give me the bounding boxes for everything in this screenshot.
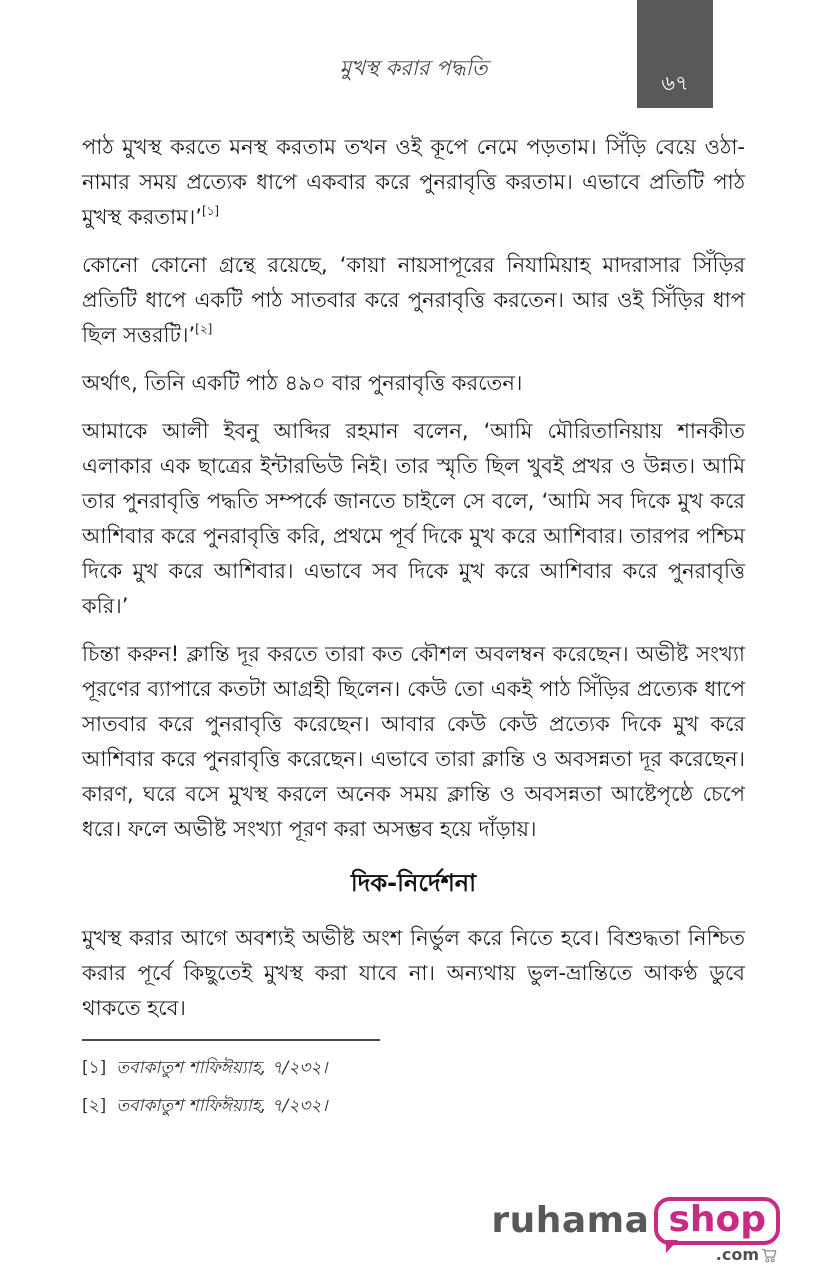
paragraph-text: পাঠ মুখস্থ করতে মনস্থ করতাম তখন ওই কূপে নেমে পড়তাম। সিঁড়ি বেয়ে ওঠা-নামার সময় প্রত্যেক ধাপে একবার করে পুনরাবৃত্তি করতাম। এভাবে প্রতিটি পাঠ মুখস্থ করতাম।’ — [82, 135, 745, 229]
section-heading: দিক-নির্দেশনা — [350, 869, 477, 897]
footnote-marker: [২] — [82, 1096, 107, 1116]
running-title: মুখস্থ করার পদ্ধতি — [339, 56, 488, 80]
paragraph — [82, 366, 745, 401]
paragraph-text: মুখস্থ করার আগে অবশ্যই অভীষ্ট অংশ নির্ভুল করে নিতে হবে। বিশুদ্ধতা নিশ্চিত করার পূর্বে কিছুতেই মুখস্থ করা যাবে না। অন্যথায় ভুল-ভ্রান্তিতে আকণ্ঠ ডুবে থাকতে হবে। — [82, 926, 745, 1020]
paragraph — [82, 414, 745, 624]
content-column — [82, 130, 745, 1117]
logo-text-ruhama: ruhama — [491, 1200, 650, 1241]
paragraph-text: অর্থাৎ, তিনি একটি পাঠ ৪৯০ বার পুনরাবৃত্তি করতেন। — [82, 371, 523, 395]
footnote-marker: [১] — [82, 1058, 107, 1078]
paragraph — [82, 248, 745, 353]
paragraph — [82, 637, 745, 847]
paragraph-text: আমাকে আলী ইবনু আব্দির রহমান বলেন, ‘আমি মৌরিতানিয়ায় শানকীত এলাকার এক ছাত্রের ইন্টারভিউ নিই। তার স্মৃতি ছিল খুবই প্রখর ও উন্নত। আমি তার পুনরাবৃত্তি পদ্ধতি সম্পর্কে জানতে চাইলে সে বলে, ‘আমি সব দিকে মুখ করে আশিবার করে পুনরাবৃত্তি করি, প্রথমে পূর্ব দিকে মুখ করে আশিবার। তারপর পশ্চিম দিকে মুখ করে আশিবার। এভাবে সব দিকে মুখ করে আশিবার করে পুনরাবৃত্তি করি।’ — [82, 419, 745, 618]
footnote-ref: [১] — [201, 204, 220, 218]
logo-domain-row — [716, 1247, 778, 1263]
footnote — [82, 1057, 745, 1079]
footnote-block — [82, 1039, 745, 1117]
logo-shop-bubble — [654, 1197, 780, 1264]
footnote-ref: [২] — [195, 322, 213, 336]
paragraph-text: চিন্তা করুন! ক্লান্তি দূর করতে তারা কত কৌশল অবলম্বন করেছেন। অভীষ্ট সংখ্যা পূরণের ব্যাপারে কতটা আগ্রহী ছিলেন। কেউ তো একই পাঠ সিঁড়ির প্রত্যেক ধাপে সাতবার করে পুনরাবৃত্তি করেছেন। আবার কেউ কেউ প্রত্যেক দিকে মুখ করে আশিবার করে পুনরাবৃত্তি করেছেন। এভাবে তারা ক্লান্তি ও অবসন্নতা দূর করেছেন। কারণ, ঘরে বসে মুখস্থ করলে অনেক সময় ক্লান্তি ও অবসন্নতা আষ্টেপৃষ্ঠে চেপে ধরে। ফলে অভীষ্ট সংখ্যা পূরণ করা অসম্ভব হয়ে দাঁড়ায়। — [82, 642, 745, 841]
page-number: ৬৭ — [661, 70, 689, 95]
footnote — [82, 1095, 745, 1117]
paragraph — [82, 130, 745, 235]
ruhamashop-logo — [491, 1197, 780, 1264]
logo-domain: .com — [715, 1245, 759, 1264]
footnote-text: তবাকাতুশ শাফিঈয়্যাহ, ৭/২৩২। — [116, 1058, 328, 1078]
cart-icon — [761, 1248, 778, 1263]
paragraph-text: কোনো কোনো গ্রন্থে রয়েছে, ‘কায়া নায়সাপূরের নিযামিয়াহ মাদরাসার সিঁড়ির প্রতিটি ধাপে একটি পাঠ সাতবার করে পুনরাবৃত্তি করতেন। আর ওই সিঁড়ির ধাপ ছিল সত্তরটি।’ — [82, 253, 745, 347]
footnote-text: তবাকাতুশ শাফিঈয়্যাহ, ৭/২৩২। — [116, 1096, 328, 1116]
footnote-divider — [82, 1039, 380, 1041]
logo-text-shop: shop — [668, 1199, 766, 1240]
speech-bubble-tail-icon — [666, 1240, 678, 1253]
paragraph — [82, 921, 745, 1026]
